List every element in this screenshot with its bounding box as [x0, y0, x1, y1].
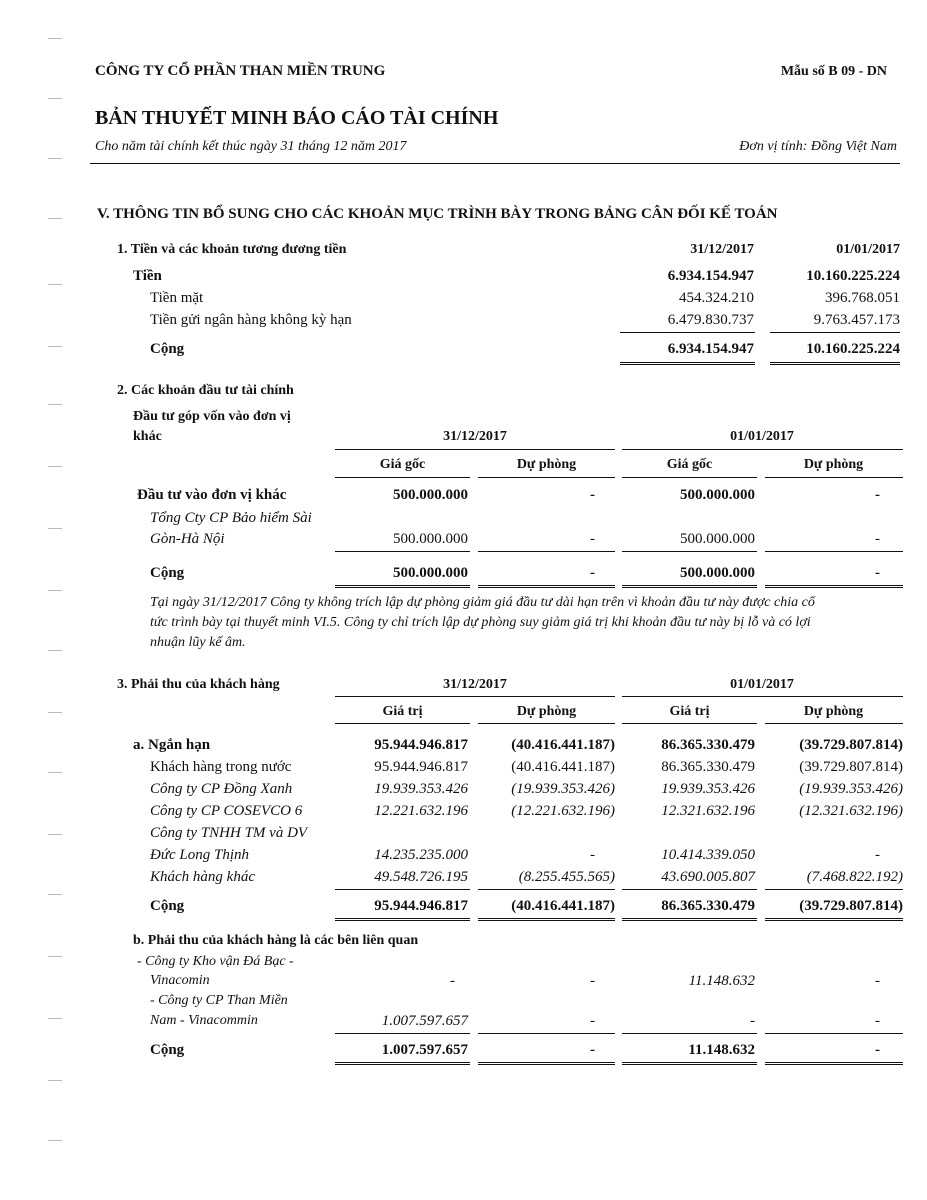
subtotal-line	[622, 551, 757, 552]
cell-value: 14.235.235.000	[374, 847, 468, 863]
header-divider	[90, 163, 900, 164]
cell-value: -	[590, 1013, 595, 1029]
cell-value: -	[875, 847, 880, 863]
cell-value: (19.939.353.426)	[799, 781, 903, 797]
col-header: Dự phòng	[803, 457, 864, 472]
subtotal-line	[622, 1033, 757, 1034]
row-label: Tiền	[133, 268, 162, 284]
header-line	[478, 723, 615, 724]
cell-value: 9.763.457.173	[813, 312, 900, 328]
cell-value: 49.548.726.195	[374, 869, 468, 885]
cell-value: -	[875, 487, 880, 503]
s2-date-header: 31/12/2017	[443, 429, 507, 444]
total-value: -	[590, 565, 595, 581]
header-line	[478, 477, 615, 478]
header-line	[335, 477, 470, 478]
s3-title: 3. Phải thu của khách hàng	[117, 677, 280, 692]
total-double-line	[765, 918, 903, 921]
cell-value: 86.365.330.479	[661, 737, 755, 753]
col-header: Dự phòng	[516, 704, 577, 719]
col-header: Dự phòng	[803, 704, 864, 719]
cell-value: 19.939.353.426	[374, 781, 468, 797]
header-line	[622, 723, 757, 724]
cell-value: (19.939.353.426)	[511, 781, 615, 797]
company-name: CÔNG TY CỔ PHẦN THAN MIỀN TRUNG	[95, 63, 386, 79]
s1-title: 1. Tiền và các khoản tương đương tiền	[117, 242, 347, 257]
row-label: Tổng Cty CP Bảo hiểm Sài	[150, 510, 312, 526]
form-code: Mẫu số B 09 - DN	[780, 64, 887, 79]
cell-value: (40.416.441.187)	[511, 737, 615, 753]
cell-value: 500.000.000	[680, 531, 755, 547]
cell-value: 10.414.339.050	[661, 847, 755, 863]
total-value: -	[590, 1042, 595, 1058]
total-value: -	[875, 1042, 880, 1058]
cell-value: (39.729.807.814)	[799, 759, 903, 775]
s2-subtitle: khác	[133, 429, 162, 444]
header-line	[335, 723, 470, 724]
total-double-line	[335, 1062, 470, 1065]
cell-value: (12.221.632.196)	[511, 803, 615, 819]
unit-text: Đơn vị tính: Đồng Việt Nam	[739, 139, 897, 154]
cell-value: (7.468.822.192)	[806, 869, 903, 885]
row-label: Gòn-Hà Nội	[150, 531, 225, 547]
subsection-title: b. Phải thu của khách hàng là các bên liên quan	[133, 933, 419, 948]
cell-value: 6.479.830.737	[667, 312, 754, 328]
total-double-line	[765, 585, 903, 588]
subtotal-line	[335, 551, 470, 552]
cell-value: 86.365.330.479	[661, 759, 755, 775]
document-title: BẢN THUYẾT MINH BÁO CÁO TÀI CHÍNH	[95, 107, 499, 129]
cell-value: (8.255.455.565)	[518, 869, 615, 885]
row-label: Tiền mặt	[150, 290, 204, 306]
total-value: 95.944.946.817	[374, 898, 468, 914]
row-label: - Công ty Kho vận Đá Bạc -	[137, 954, 294, 969]
section-title: V. THÔNG TIN BỔ SUNG CHO CÁC KHOẢN MỤC TRÌNH BÀY TRONG BẢNG CÂN ĐỐI KẾ TOÁN	[97, 206, 778, 222]
header-line	[765, 723, 903, 724]
total-value: 11.148.632	[688, 1042, 755, 1058]
subtotal-line	[765, 1033, 903, 1034]
col-header: Giá gốc	[666, 457, 713, 472]
cell-value: -	[590, 531, 595, 547]
s2-note: tức trình bày tại thuyết minh VI.5. Công ty chỉ trích lập dự phòng suy giảm giá trị khi khoản đầu tư này bị lỗ và có lợi	[150, 615, 811, 630]
s2-note: nhuận lũy kế âm.	[150, 635, 246, 650]
subtotal-line	[478, 889, 615, 890]
col-header: Giá trị	[382, 704, 423, 719]
total-double-line	[335, 585, 470, 588]
cell-value: 6.934.154.947	[667, 268, 754, 284]
total-label: Cộng	[150, 565, 185, 581]
subtotal-line	[478, 1033, 615, 1034]
cell-value: 500.000.000	[393, 531, 468, 547]
total-value: (40.416.441.187)	[511, 898, 615, 914]
total-value: (39.729.807.814)	[799, 898, 903, 914]
total-label: Cộng	[150, 898, 185, 914]
total-double-line	[620, 362, 755, 365]
row-label: Nam - Vinacommin	[150, 1013, 258, 1028]
row-label: Công ty CP COSEVCO 6	[150, 803, 303, 819]
cell-value: 396.768.051	[825, 290, 900, 306]
header-line	[335, 696, 615, 697]
subtotal-line	[335, 889, 470, 890]
subtotal-line	[765, 551, 903, 552]
period-text: Cho năm tài chính kết thúc ngày 31 tháng 12 năm 2017	[95, 139, 407, 154]
s1-col-header: 01/01/2017	[836, 242, 900, 257]
total-double-line	[770, 362, 900, 365]
subtotal-line	[622, 889, 757, 890]
cell-value: -	[875, 1013, 880, 1029]
total-label: Cộng	[150, 341, 185, 357]
cell-value: -	[590, 973, 595, 989]
header-line	[765, 477, 903, 478]
cell-value: 95.944.946.817	[374, 737, 468, 753]
row-label: - Công ty CP Than Miền	[150, 993, 288, 1008]
row-label: Tiền gửi ngân hàng không kỳ hạn	[150, 312, 352, 328]
total-value: 1.007.597.657	[381, 1042, 468, 1058]
cell-value: 12.321.632.196	[661, 803, 755, 819]
cell-value: -	[450, 973, 455, 989]
cell-value: 500.000.000	[393, 487, 468, 503]
row-label: Đức Long Thịnh	[150, 847, 250, 863]
total-double-line	[622, 918, 757, 921]
s2-date-header: 01/01/2017	[730, 429, 794, 444]
col-header: Giá gốc	[379, 457, 426, 472]
total-double-line	[622, 1062, 757, 1065]
cell-value: 19.939.353.426	[661, 781, 755, 797]
total-double-line	[478, 585, 615, 588]
subtotal-line	[620, 332, 755, 333]
subtotal-line	[765, 889, 903, 890]
total-value: 86.365.330.479	[661, 898, 755, 914]
subtotal-line	[335, 1033, 470, 1034]
total-value: 500.000.000	[680, 565, 755, 581]
row-label: Công ty CP Đồng Xanh	[150, 781, 293, 797]
s2-note: Tại ngày 31/12/2017 Công ty không trích lập dự phòng giảm giá đầu tư dài hạn trên vì khoản đầu tư này được chia cổ	[150, 595, 815, 610]
col-header: Dự phòng	[516, 457, 577, 472]
cell-value: -	[875, 973, 880, 989]
header-line	[622, 449, 903, 450]
s2-title: 2. Các khoản đầu tư tài chính	[117, 383, 294, 398]
total-double-line	[478, 1062, 615, 1065]
row-label: Khách hàng trong nước	[150, 759, 292, 775]
s2-subtitle: Đầu tư góp vốn vào đơn vị	[133, 409, 291, 424]
total-value: 6.934.154.947	[667, 341, 754, 357]
subtotal-line	[478, 551, 615, 552]
subtotal-line	[770, 332, 900, 333]
cell-value: (39.729.807.814)	[799, 737, 903, 753]
total-double-line	[765, 1062, 903, 1065]
s3-date-header: 31/12/2017	[443, 677, 507, 692]
row-label: Khách hàng khác	[150, 869, 255, 885]
cell-value: 10.160.225.224	[806, 268, 900, 284]
cell-value: 454.324.210	[679, 290, 754, 306]
s3-date-header: 01/01/2017	[730, 677, 794, 692]
cell-value: 11.148.632	[688, 973, 755, 989]
s1-col-header: 31/12/2017	[690, 242, 754, 257]
cell-value: 95.944.946.817	[374, 759, 468, 775]
row-label: Công ty TNHH TM và DV	[150, 825, 308, 841]
header-line	[622, 477, 757, 478]
total-label: Cộng	[150, 1042, 185, 1058]
cell-value: -	[875, 531, 880, 547]
cell-value: (12.321.632.196)	[799, 803, 903, 819]
total-value: 10.160.225.224	[806, 341, 900, 357]
col-header: Giá trị	[669, 704, 710, 719]
cell-value: -	[590, 487, 595, 503]
cell-value: 1.007.597.657	[381, 1013, 468, 1029]
total-double-line	[478, 918, 615, 921]
row-label: Đầu tư vào đơn vị khác	[137, 487, 287, 503]
total-double-line	[335, 918, 470, 921]
cell-value: -	[590, 847, 595, 863]
header-line	[622, 696, 903, 697]
subsection-title: a. Ngắn hạn	[133, 737, 211, 753]
total-value: -	[875, 565, 880, 581]
cell-value: 12.221.632.196	[374, 803, 468, 819]
row-label: Vinacomin	[150, 973, 210, 988]
cell-value: 43.690.005.807	[661, 869, 755, 885]
cell-value: -	[750, 1013, 755, 1029]
header-line	[335, 449, 615, 450]
total-value: 500.000.000	[393, 565, 468, 581]
cell-value: (40.416.441.187)	[511, 759, 615, 775]
cell-value: 500.000.000	[680, 487, 755, 503]
total-double-line	[622, 585, 757, 588]
